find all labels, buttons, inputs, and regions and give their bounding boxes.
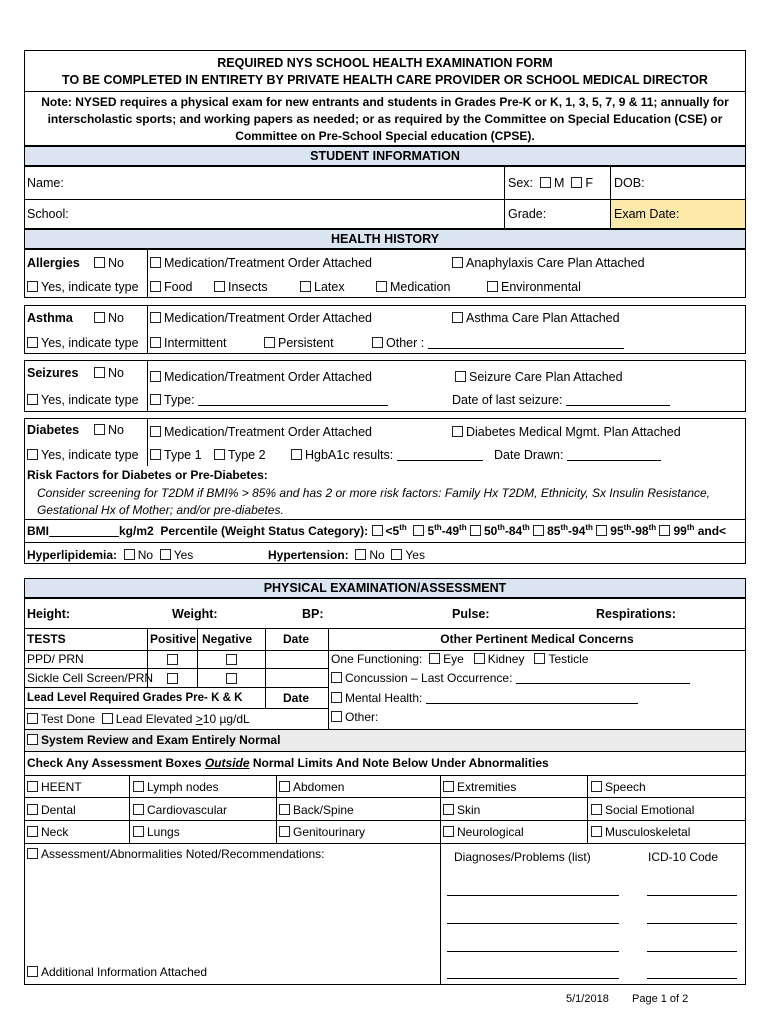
allergy-medication: Medication — [376, 280, 450, 295]
assessment-checkbox[interactable] — [27, 848, 38, 859]
lungs-checkbox[interactable] — [133, 826, 144, 837]
mental-health: Mental Health: — [331, 691, 638, 706]
date-drawn-field[interactable] — [567, 449, 661, 461]
seizure-type: Type: — [150, 393, 388, 408]
exam-date-label: Exam Date: — [614, 207, 680, 221]
lungs: Lungs — [133, 825, 180, 840]
height-label: Height: — [27, 607, 71, 621]
seizures-no: No — [94, 366, 124, 381]
diagnosis-line-1[interactable] — [447, 895, 619, 896]
ppd-label: PPD/ PRN — [27, 652, 84, 666]
anaphylaxis-plan-checkbox[interactable] — [452, 257, 463, 268]
musculoskeletal: Musculoskeletal — [591, 825, 690, 840]
social-emotional: Social Emotional — [591, 803, 694, 818]
footer-date: 5/1/2018 — [566, 993, 609, 1005]
asthma-other-field[interactable] — [428, 337, 624, 349]
ppd-negative-checkbox[interactable] — [226, 654, 237, 665]
dob-label: DOB: — [614, 176, 645, 190]
school-field[interactable] — [80, 202, 500, 227]
skin: Skin — [443, 803, 480, 818]
skin-checkbox[interactable] — [443, 804, 454, 815]
lead-test-done: Test Done Lead Elevated >10 µg/dL — [27, 712, 250, 727]
diabetes-type2: Type 2 — [214, 448, 266, 463]
asthma-no: No — [94, 311, 124, 326]
hyperlipidemia-yes-checkbox[interactable] — [160, 549, 171, 560]
form-title: REQUIRED NYS SCHOOL HEALTH EXAMINATION FORM — [217, 56, 553, 70]
school-label: School: — [27, 207, 69, 221]
asthma-no-checkbox[interactable] — [94, 312, 105, 323]
negative-header: Negative — [202, 632, 253, 646]
sickle-label: Sickle Cell Screen/PRN — [27, 671, 154, 685]
respirations-label: Respirations: — [596, 607, 676, 621]
sickle-positive-checkbox[interactable] — [167, 673, 178, 684]
icd-header: ICD-10 Code — [648, 850, 719, 864]
pct-95-98-checkbox[interactable] — [596, 525, 607, 536]
type1-checkbox[interactable] — [150, 449, 161, 460]
allergies-yes-checkbox[interactable] — [27, 281, 38, 292]
mental-health-field[interactable] — [426, 692, 638, 704]
date-header: Date — [283, 632, 310, 646]
health-history-band: HEALTH HISTORY — [24, 229, 746, 249]
persistent-checkbox[interactable] — [264, 337, 275, 348]
diabetes-type1: Type 1 — [150, 448, 202, 463]
grade-label: Grade: — [508, 207, 547, 221]
test-done-checkbox[interactable] — [27, 713, 38, 724]
asthma-med-order: Medication/Treatment Order Attached — [150, 311, 372, 326]
neck-checkbox[interactable] — [27, 826, 38, 837]
neurological: Neurological — [443, 825, 524, 840]
form-subtitle: TO BE COMPLETED IN ENTIRETY BY PRIVATE HEALTH CARE PROVIDER OR SCHOOL MEDICAL DIRECTOR — [62, 73, 708, 87]
allergy-insects: Insects — [214, 280, 268, 295]
one-functioning: One Functioning: Eye Kidney Testicle — [331, 652, 589, 666]
icd-line-4[interactable] — [647, 978, 737, 979]
seizure-plan: Seizure Care Plan Attached — [455, 370, 623, 385]
name-field[interactable] — [80, 170, 500, 196]
other-concern: Other: — [331, 710, 378, 725]
seizure-type-checkbox[interactable] — [150, 394, 161, 405]
diagnoses-header: Diagnoses/Problems (list) — [454, 850, 591, 864]
sickle-negative-checkbox[interactable] — [226, 673, 237, 684]
exam-date-field[interactable] — [680, 202, 742, 227]
note-line-2: interscholastic sports; and working papers as needed; or as required by the Committee on Special Education (CSE) or — [47, 112, 723, 126]
asthma-other: Other : — [372, 336, 624, 351]
asthma-plan: Asthma Care Plan Attached — [452, 311, 620, 326]
note-line-3: Committee on Pre-School Special education (CPSE). — [235, 129, 535, 143]
lymph-checkbox[interactable] — [133, 781, 144, 792]
asthma-intermittent: Intermittent — [150, 336, 227, 351]
risk-factors-line-2: Gestational Hx of Mother; and/or pre-diabetes. — [37, 503, 284, 517]
asthma-label: Asthma — [27, 311, 73, 325]
pct-5-49-checkbox[interactable] — [413, 525, 424, 536]
icd-line-1[interactable] — [647, 895, 737, 896]
food-checkbox[interactable] — [150, 281, 161, 292]
last-seizure-field[interactable] — [566, 394, 670, 406]
concussion: Concussion – Last Occurrence: — [331, 671, 690, 686]
physical-exam-band: PHYSICAL EXAMINATION/ASSESSMENT — [24, 578, 746, 598]
date-drawn: Date Drawn: — [494, 448, 661, 463]
seizures-label: Seizures — [27, 366, 79, 380]
icd-line-3[interactable] — [647, 951, 737, 952]
lead-label: Lead Level Required Grades Pre- K & K — [27, 692, 243, 704]
diabetes-med-order: Medication/Treatment Order Attached — [150, 425, 372, 440]
mental-health-checkbox[interactable] — [331, 692, 342, 703]
neuro-checkbox[interactable] — [443, 826, 454, 837]
kidney-checkbox[interactable] — [474, 653, 485, 664]
pct-50-84-checkbox[interactable] — [470, 525, 481, 536]
diabetes-yes: Yes, indicate type — [27, 448, 139, 463]
diabetes-label: Diabetes — [27, 423, 80, 437]
seizure-plan-checkbox[interactable] — [455, 371, 466, 382]
seizures-no-checkbox[interactable] — [94, 367, 105, 378]
diagnosis-line-4[interactable] — [447, 978, 619, 979]
positive-header: Positive — [150, 632, 197, 646]
back-checkbox[interactable] — [279, 804, 290, 815]
allergies-med-order-checkbox[interactable] — [150, 257, 161, 268]
asthma-yes-checkbox[interactable] — [27, 337, 38, 348]
social-checkbox[interactable] — [591, 804, 602, 815]
heent: HEENT — [27, 780, 82, 795]
system-review: System Review and Exam Entirely Normal — [27, 733, 280, 748]
hypertension-row: Hypertension: No Yes — [268, 548, 425, 562]
sex-m-checkbox[interactable] — [540, 177, 551, 188]
diagnosis-line-3[interactable] — [447, 951, 619, 952]
system-review-checkbox[interactable] — [27, 734, 38, 745]
allergies-no: No — [94, 256, 124, 271]
name-label: Name: — [27, 176, 64, 190]
genito-checkbox[interactable] — [279, 826, 290, 837]
genitourinary: Genitourinary — [279, 825, 365, 840]
type2-checkbox[interactable] — [214, 449, 225, 460]
assessment-field[interactable] — [30, 865, 435, 959]
seizure-type-field[interactable] — [198, 394, 388, 406]
asthma-med-order-checkbox[interactable] — [150, 312, 161, 323]
allergy-food: Food — [150, 280, 193, 295]
seizures-med-order-checkbox[interactable] — [150, 371, 161, 382]
allergies-med-order: Medication/Treatment Order Attached — [150, 256, 372, 271]
asthma-persistent: Persistent — [264, 336, 334, 351]
allergy-latex: Latex — [300, 280, 345, 295]
abdomen-checkbox[interactable] — [279, 781, 290, 792]
diabetes-med-order-checkbox[interactable] — [150, 426, 161, 437]
risk-factors-title: Risk Factors for Diabetes or Pre-Diabetes: — [27, 468, 268, 482]
latex-checkbox[interactable] — [300, 281, 311, 292]
lead-date-header: Date — [283, 691, 310, 705]
extremities: Extremities — [443, 780, 516, 795]
speech-checkbox[interactable] — [591, 781, 602, 792]
abdomen: Abdomen — [279, 780, 344, 795]
extremities-checkbox[interactable] — [443, 781, 454, 792]
back-spine: Back/Spine — [279, 803, 354, 818]
risk-factors-line-1: Consider screening for T2DM if BMI% > 85% and has 2 or more risk factors: Family Hx T2DM, Ethnicity, Sx Insulin Resistance, — [37, 486, 711, 500]
neck: Neck — [27, 825, 68, 840]
seizures-yes-checkbox[interactable] — [27, 394, 38, 405]
diabetes-no: No — [94, 423, 124, 438]
hypertension-no-checkbox[interactable] — [355, 549, 366, 560]
testicle-checkbox[interactable] — [534, 653, 545, 664]
hgba1c-field[interactable] — [397, 449, 483, 461]
pct-85-94-checkbox[interactable] — [533, 525, 544, 536]
diabetes-yes-checkbox[interactable] — [27, 449, 38, 460]
cardio-checkbox[interactable] — [133, 804, 144, 815]
allergy-environmental: Environmental — [487, 280, 581, 295]
hgba1c: HgbA1c results: — [291, 448, 483, 463]
allergies-yes: Yes, indicate type — [27, 280, 139, 295]
diabetes-no-checkbox[interactable] — [94, 424, 105, 435]
allergies-label: Allergies — [27, 256, 80, 270]
concussion-field[interactable] — [516, 672, 690, 684]
bp-label: BP: — [302, 607, 324, 621]
hgba1c-checkbox[interactable] — [291, 449, 302, 460]
dental: Dental — [27, 803, 76, 818]
musculo-checkbox[interactable] — [591, 826, 602, 837]
anaphylaxis-plan: Anaphylaxis Care Plan Attached — [452, 256, 645, 271]
hypertension-yes-checkbox[interactable] — [391, 549, 402, 560]
note-line-1: Note: NYSED requires a physical exam for new entrants and students in Grades Pre-K or K, 1, 3, 5, 7, 9 & 11; annually for — [41, 95, 729, 109]
diagnosis-line-2[interactable] — [447, 923, 619, 924]
icd-line-2[interactable] — [647, 923, 737, 924]
pct-99-checkbox[interactable] — [659, 525, 670, 536]
grade-field[interactable] — [550, 202, 606, 227]
check-assessment-instructions: Check Any Assessment Boxes Outside Normal Limits And Note Below Under Abnormalities — [27, 756, 549, 770]
dental-checkbox[interactable] — [27, 804, 38, 815]
lead-elevated-checkbox[interactable] — [102, 713, 113, 724]
dob-field[interactable] — [650, 170, 740, 196]
insects-checkbox[interactable] — [214, 281, 225, 292]
allergies-no-checkbox[interactable] — [94, 257, 105, 268]
pct-lt5-checkbox[interactable] — [372, 525, 383, 536]
concussion-checkbox[interactable] — [331, 672, 342, 683]
footer-page: Page 1 of 2 — [632, 993, 689, 1005]
other-concern-checkbox[interactable] — [331, 711, 342, 722]
last-seizure: Date of last seizure: — [452, 393, 670, 408]
other-concerns-header: Other Pertinent Medical Concerns — [440, 632, 634, 646]
pulse-label: Pulse: — [452, 607, 490, 621]
asthma-yes: Yes, indicate type — [27, 336, 139, 351]
asthma-other-checkbox[interactable] — [372, 337, 383, 348]
additional-info-checkbox[interactable] — [27, 966, 38, 977]
bmi-row: BMI kg/m2 Percentile (Weight Status Category): <5th 5th-49th 50th-84th 85th-94th 95th-98th 99th and< — [27, 523, 727, 538]
environmental-checkbox[interactable] — [487, 281, 498, 292]
additional-info: Additional Information Attached — [27, 965, 207, 980]
assessment-label: Assessment/Abnormalities Noted/Recommendations: — [27, 847, 324, 862]
lymph-nodes: Lymph nodes — [133, 780, 219, 795]
seizures-yes: Yes, indicate type — [27, 393, 139, 408]
diabetes-plan: Diabetes Medical Mgmt. Plan Attached — [452, 425, 681, 440]
seizures-med-order: Medication/Treatment Order Attached — [150, 370, 372, 385]
medication-checkbox[interactable] — [376, 281, 387, 292]
ppd-positive-checkbox[interactable] — [167, 654, 178, 665]
student-info-band: STUDENT INFORMATION — [24, 146, 746, 166]
diabetes-plan-checkbox[interactable] — [452, 426, 463, 437]
heent-checkbox[interactable] — [27, 781, 38, 792]
tests-header: TESTS — [27, 632, 66, 646]
hyperlipidemia-row: Hyperlipidemia: No Yes — [27, 548, 194, 562]
bmi-field[interactable] — [49, 525, 119, 537]
eye-checkbox[interactable] — [429, 653, 440, 664]
asthma-plan-checkbox[interactable] — [452, 312, 463, 323]
cardiovascular: Cardiovascular — [133, 803, 227, 818]
weight-label: Weight: — [172, 607, 218, 621]
intermittent-checkbox[interactable] — [150, 337, 161, 348]
sex-label: Sex: M F — [508, 176, 593, 190]
speech: Speech — [591, 780, 646, 795]
hyperlipidemia-no-checkbox[interactable] — [124, 549, 135, 560]
sex-f-checkbox[interactable] — [571, 177, 582, 188]
